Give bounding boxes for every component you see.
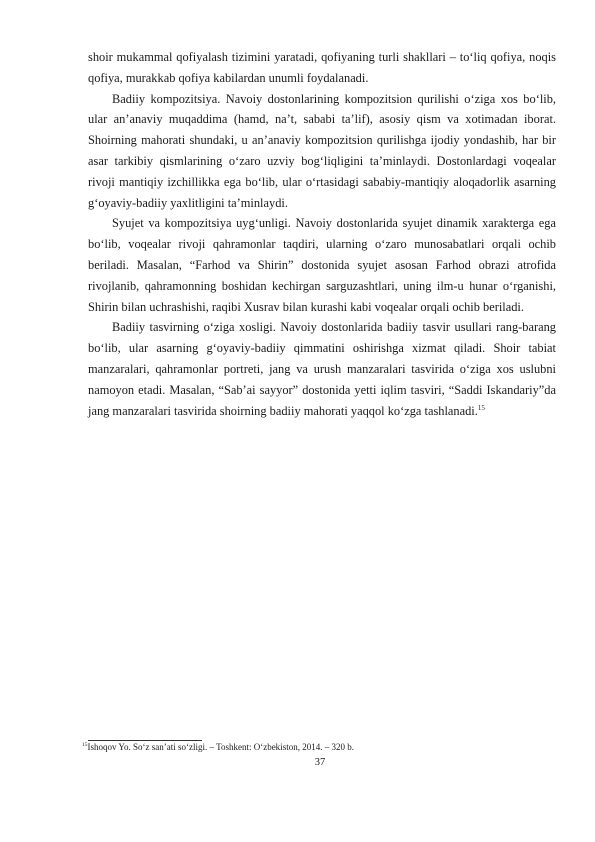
footnote-reference[interactable]: 15: [477, 403, 485, 412]
paragraph-badiiy-tasvir: [88, 317, 556, 421]
footnote: [82, 741, 562, 753]
page-body: [88, 47, 556, 421]
paragraph-text: shoir mukammal qofiyalash tizimini yaratadi, qofiyaning turli shakllari – to‘liq qofiya, noqis qofiya, murakkab qofiya kabilardan unumli foydalanadi.: [88, 50, 556, 85]
footnote-text: Ishoqov Yo. So‘z san’ati so‘zligi. – Toshkent: O‘zbekiston, 2014. – 320 b.: [87, 742, 354, 752]
paragraph-syujet-kompozitsiya: [88, 213, 556, 317]
page-number: 37: [314, 757, 326, 768]
paragraph-text: Badiiy tasvirning o‘ziga xosligi. Navoiy dostonlarida badiiy tasvir usullari rang-barang bo‘lib, ular asarning g‘oyaviy-badiiy qimmatini oshirishga xizmat qiladi. Shoir tabiat manzaralari, qahramonlar portreti, jang va urush manzaralari tasvirida o‘ziga xos uslubni namoyon etadi. Masalan, “Sab’ai sayyor” dostonida yetti iqlim tasviri, “Saddi Iskandariy”da jang manzaralari tasvirida shoirning badiiy mahorati yaqqol ko‘zga tashlanadi.: [88, 320, 556, 418]
paragraph-badiiy-kompozitsiya: [88, 89, 556, 214]
footnote-mark: 15: [82, 742, 88, 748]
paragraph-text: Syujet va kompozitsiya uyg‘unligi. Navoiy dostonlarida syujet dinamik xarakterga ega bo‘lib, voqealar rivoji qahramonlar taqdiri, ularning o‘zaro munosabatlari orqali ochib beriladi. Masalan, “Farhod va Shirin” dostonida syujet asosan Farhod obrazi atrofida rivojlanib, qahramonning boshidan kechirgan sarguzashtlari, uning ilm-u hunar o‘rganishi, Shirin bilan uchrashishi, raqibi Xusrav bilan kurashi kabi voqealar orqali ochib beriladi.: [88, 216, 556, 314]
paragraph-text: Badiiy kompozitsiya. Navoiy dostonlarining kompozitsion qurilishi o‘ziga xos bo‘lib, ular an’anaviy muqaddima (hamd, na’t, sababi ta’lif), asosiy qism va xotimadan iborat. Shoirning mahorati shundaki, u an’anaviy kompozitsion qurilishga ijodiy yondashib, har bir asar tarkibiy qismlarining o‘zaro uzviy bog‘liqligini ta’minlaydi. Dostonlardagi voqealar rivoji mantiqiy izchillikka ega bo‘lib, ular o‘rtasidagi sababiy-mantiqiy aloqadorlik asarning g‘oyaviy-badiiy yaxlitligini ta’minlaydi.: [88, 91, 556, 210]
paragraph-continuation: [88, 47, 556, 89]
